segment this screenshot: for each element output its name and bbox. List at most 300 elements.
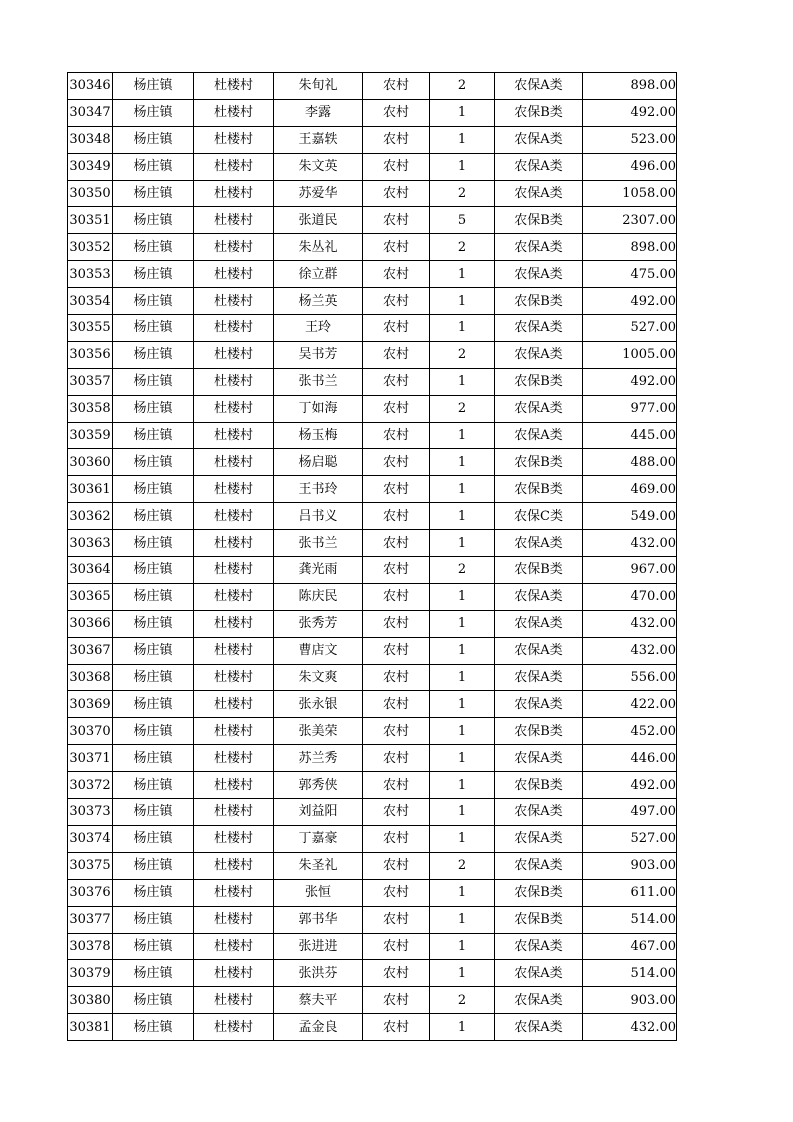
household-count-cell: 1 [430, 449, 495, 476]
insurance-category-cell: 农保A类 [495, 664, 583, 691]
household-count-cell: 1 [430, 315, 495, 342]
village-cell: 杜楼村 [194, 207, 274, 234]
village-cell: 杜楼村 [194, 341, 274, 368]
town-cell: 杨庄镇 [113, 341, 194, 368]
insurance-category-cell: 农保B类 [495, 906, 583, 933]
insurance-category-cell: 农保A类 [495, 422, 583, 449]
insurance-category-cell: 农保A类 [495, 73, 583, 100]
town-cell: 杨庄镇 [113, 906, 194, 933]
insurance-category-cell: 农保A类 [495, 825, 583, 852]
household-count-cell: 1 [430, 799, 495, 826]
village-cell: 杜楼村 [194, 234, 274, 261]
household-count-cell: 1 [430, 960, 495, 987]
insurance-category-cell: 农保A类 [495, 341, 583, 368]
name-cell: 朱圣礼 [274, 852, 363, 879]
row-id-cell: 30358 [68, 395, 113, 422]
area-type-cell: 农村 [363, 395, 430, 422]
area-type-cell: 农村 [363, 987, 430, 1014]
row-id-cell: 30381 [68, 1014, 113, 1041]
village-cell: 杜楼村 [194, 126, 274, 153]
insurance-category-cell: 农保A类 [495, 799, 583, 826]
town-cell: 杨庄镇 [113, 583, 194, 610]
row-id-cell: 30352 [68, 234, 113, 261]
village-cell: 杜楼村 [194, 825, 274, 852]
insurance-category-cell: 农保B类 [495, 449, 583, 476]
insurance-category-cell: 农保A类 [495, 637, 583, 664]
household-count-cell: 1 [430, 718, 495, 745]
table-row [68, 207, 677, 234]
area-type-cell: 农村 [363, 503, 430, 530]
household-count-cell: 1 [430, 825, 495, 852]
area-type-cell: 农村 [363, 825, 430, 852]
name-cell: 吕书义 [274, 503, 363, 530]
row-id-cell: 30364 [68, 557, 113, 584]
area-type-cell: 农村 [363, 745, 430, 772]
table-row [68, 422, 677, 449]
row-id-cell: 30353 [68, 261, 113, 288]
row-id-cell: 30347 [68, 99, 113, 126]
table-row [68, 852, 677, 879]
town-cell: 杨庄镇 [113, 395, 194, 422]
town-cell: 杨庄镇 [113, 772, 194, 799]
table-row [68, 557, 677, 584]
town-cell: 杨庄镇 [113, 288, 194, 315]
village-cell: 杜楼村 [194, 799, 274, 826]
amount-cell: 527.00 [583, 825, 677, 852]
table-row [68, 315, 677, 342]
area-type-cell: 农村 [363, 341, 430, 368]
table-row [68, 583, 677, 610]
town-cell: 杨庄镇 [113, 449, 194, 476]
area-type-cell: 农村 [363, 772, 430, 799]
name-cell: 朱丛礼 [274, 234, 363, 261]
village-cell: 杜楼村 [194, 745, 274, 772]
table-row [68, 987, 677, 1014]
town-cell: 杨庄镇 [113, 207, 194, 234]
area-type-cell: 农村 [363, 449, 430, 476]
village-cell: 杜楼村 [194, 73, 274, 100]
table-row [68, 449, 677, 476]
village-cell: 杜楼村 [194, 422, 274, 449]
area-type-cell: 农村 [363, 852, 430, 879]
household-count-cell: 1 [430, 288, 495, 315]
name-cell: 张道民 [274, 207, 363, 234]
row-id-cell: 30365 [68, 583, 113, 610]
household-count-cell: 1 [430, 476, 495, 503]
village-cell: 杜楼村 [194, 960, 274, 987]
amount-cell: 446.00 [583, 745, 677, 772]
town-cell: 杨庄镇 [113, 315, 194, 342]
table-row [68, 341, 677, 368]
name-cell: 朱文爽 [274, 664, 363, 691]
table-row [68, 530, 677, 557]
name-cell: 苏兰秀 [274, 745, 363, 772]
amount-cell: 432.00 [583, 530, 677, 557]
amount-cell: 445.00 [583, 422, 677, 449]
village-cell: 杜楼村 [194, 933, 274, 960]
area-type-cell: 农村 [363, 422, 430, 449]
table-row [68, 503, 677, 530]
village-cell: 杜楼村 [194, 99, 274, 126]
insurance-category-cell: 农保A类 [495, 395, 583, 422]
row-id-cell: 30359 [68, 422, 113, 449]
name-cell: 吴书芳 [274, 341, 363, 368]
amount-cell: 432.00 [583, 637, 677, 664]
name-cell: 刘益阳 [274, 799, 363, 826]
row-id-cell: 30363 [68, 530, 113, 557]
town-cell: 杨庄镇 [113, 73, 194, 100]
table-row [68, 368, 677, 395]
household-count-cell: 1 [430, 153, 495, 180]
insurance-category-cell: 农保A类 [495, 1014, 583, 1041]
table-row [68, 906, 677, 933]
area-type-cell: 农村 [363, 288, 430, 315]
household-count-cell: 1 [430, 422, 495, 449]
amount-cell: 432.00 [583, 1014, 677, 1041]
household-count-cell: 1 [430, 368, 495, 395]
household-count-cell: 2 [430, 73, 495, 100]
area-type-cell: 农村 [363, 718, 430, 745]
village-cell: 杜楼村 [194, 557, 274, 584]
insurance-category-cell: 农保A类 [495, 234, 583, 261]
row-id-cell: 30349 [68, 153, 113, 180]
name-cell: 徐立群 [274, 261, 363, 288]
row-id-cell: 30376 [68, 879, 113, 906]
household-count-cell: 1 [430, 906, 495, 933]
table-row [68, 879, 677, 906]
row-id-cell: 30374 [68, 825, 113, 852]
name-cell: 杨启聪 [274, 449, 363, 476]
town-cell: 杨庄镇 [113, 799, 194, 826]
town-cell: 杨庄镇 [113, 718, 194, 745]
amount-cell: 452.00 [583, 718, 677, 745]
table-row [68, 180, 677, 207]
insurance-category-cell: 农保A类 [495, 583, 583, 610]
row-id-cell: 30361 [68, 476, 113, 503]
amount-cell: 523.00 [583, 126, 677, 153]
roster-table [67, 72, 677, 1041]
row-id-cell: 30351 [68, 207, 113, 234]
insurance-category-cell: 农保A类 [495, 530, 583, 557]
insurance-category-cell: 农保A类 [495, 261, 583, 288]
household-count-cell: 5 [430, 207, 495, 234]
area-type-cell: 农村 [363, 637, 430, 664]
town-cell: 杨庄镇 [113, 153, 194, 180]
amount-cell: 967.00 [583, 557, 677, 584]
amount-cell: 492.00 [583, 99, 677, 126]
insurance-category-cell: 农保B类 [495, 879, 583, 906]
row-id-cell: 30377 [68, 906, 113, 933]
household-count-cell: 2 [430, 180, 495, 207]
village-cell: 杜楼村 [194, 261, 274, 288]
village-cell: 杜楼村 [194, 906, 274, 933]
row-id-cell: 30350 [68, 180, 113, 207]
village-cell: 杜楼村 [194, 987, 274, 1014]
household-count-cell: 2 [430, 557, 495, 584]
name-cell: 孟金良 [274, 1014, 363, 1041]
name-cell: 张秀芳 [274, 610, 363, 637]
amount-cell: 497.00 [583, 799, 677, 826]
area-type-cell: 农村 [363, 583, 430, 610]
table-row [68, 126, 677, 153]
insurance-category-cell: 农保A类 [495, 610, 583, 637]
row-id-cell: 30373 [68, 799, 113, 826]
amount-cell: 492.00 [583, 368, 677, 395]
insurance-category-cell: 农保B类 [495, 718, 583, 745]
name-cell: 张永银 [274, 691, 363, 718]
name-cell: 丁嘉豪 [274, 825, 363, 852]
town-cell: 杨庄镇 [113, 261, 194, 288]
area-type-cell: 农村 [363, 180, 430, 207]
row-id-cell: 30354 [68, 288, 113, 315]
row-id-cell: 30368 [68, 664, 113, 691]
amount-cell: 1005.00 [583, 341, 677, 368]
table-row [68, 153, 677, 180]
town-cell: 杨庄镇 [113, 960, 194, 987]
village-cell: 杜楼村 [194, 637, 274, 664]
row-id-cell: 30362 [68, 503, 113, 530]
amount-cell: 903.00 [583, 852, 677, 879]
village-cell: 杜楼村 [194, 503, 274, 530]
area-type-cell: 农村 [363, 610, 430, 637]
area-type-cell: 农村 [363, 315, 430, 342]
town-cell: 杨庄镇 [113, 476, 194, 503]
village-cell: 杜楼村 [194, 180, 274, 207]
insurance-category-cell: 农保A类 [495, 315, 583, 342]
name-cell: 陈庆民 [274, 583, 363, 610]
household-count-cell: 1 [430, 879, 495, 906]
insurance-category-cell: 农保B类 [495, 288, 583, 315]
name-cell: 王书玲 [274, 476, 363, 503]
village-cell: 杜楼村 [194, 852, 274, 879]
row-id-cell: 30369 [68, 691, 113, 718]
area-type-cell: 农村 [363, 99, 430, 126]
area-type-cell: 农村 [363, 368, 430, 395]
table-row [68, 610, 677, 637]
area-type-cell: 农村 [363, 906, 430, 933]
household-count-cell: 1 [430, 637, 495, 664]
town-cell: 杨庄镇 [113, 852, 194, 879]
household-count-cell: 2 [430, 852, 495, 879]
area-type-cell: 农村 [363, 1014, 430, 1041]
household-count-cell: 1 [430, 691, 495, 718]
insurance-category-cell: 农保B类 [495, 207, 583, 234]
amount-cell: 492.00 [583, 288, 677, 315]
town-cell: 杨庄镇 [113, 987, 194, 1014]
row-id-cell: 30380 [68, 987, 113, 1014]
insurance-category-cell: 农保A类 [495, 933, 583, 960]
row-id-cell: 30379 [68, 960, 113, 987]
name-cell: 朱文英 [274, 153, 363, 180]
area-type-cell: 农村 [363, 879, 430, 906]
area-type-cell: 农村 [363, 234, 430, 261]
amount-cell: 496.00 [583, 153, 677, 180]
amount-cell: 467.00 [583, 933, 677, 960]
area-type-cell: 农村 [363, 933, 430, 960]
amount-cell: 549.00 [583, 503, 677, 530]
table-row [68, 745, 677, 772]
amount-cell: 2307.00 [583, 207, 677, 234]
name-cell: 张恒 [274, 879, 363, 906]
amount-cell: 469.00 [583, 476, 677, 503]
area-type-cell: 农村 [363, 557, 430, 584]
amount-cell: 422.00 [583, 691, 677, 718]
town-cell: 杨庄镇 [113, 234, 194, 261]
name-cell: 杨兰英 [274, 288, 363, 315]
insurance-category-cell: 农保C类 [495, 503, 583, 530]
village-cell: 杜楼村 [194, 772, 274, 799]
town-cell: 杨庄镇 [113, 691, 194, 718]
area-type-cell: 农村 [363, 261, 430, 288]
name-cell: 蔡夫平 [274, 987, 363, 1014]
household-count-cell: 2 [430, 234, 495, 261]
row-id-cell: 30346 [68, 73, 113, 100]
row-id-cell: 30348 [68, 126, 113, 153]
amount-cell: 977.00 [583, 395, 677, 422]
household-count-cell: 1 [430, 933, 495, 960]
town-cell: 杨庄镇 [113, 99, 194, 126]
village-cell: 杜楼村 [194, 1014, 274, 1041]
amount-cell: 527.00 [583, 315, 677, 342]
town-cell: 杨庄镇 [113, 530, 194, 557]
area-type-cell: 农村 [363, 664, 430, 691]
town-cell: 杨庄镇 [113, 745, 194, 772]
row-id-cell: 30372 [68, 772, 113, 799]
name-cell: 龚光雨 [274, 557, 363, 584]
insurance-category-cell: 农保A类 [495, 852, 583, 879]
village-cell: 杜楼村 [194, 879, 274, 906]
village-cell: 杜楼村 [194, 368, 274, 395]
insurance-category-cell: 农保A类 [495, 126, 583, 153]
row-id-cell: 30375 [68, 852, 113, 879]
area-type-cell: 农村 [363, 530, 430, 557]
name-cell: 郭秀侠 [274, 772, 363, 799]
row-id-cell: 30367 [68, 637, 113, 664]
household-count-cell: 1 [430, 664, 495, 691]
name-cell: 李露 [274, 99, 363, 126]
row-id-cell: 30360 [68, 449, 113, 476]
town-cell: 杨庄镇 [113, 1014, 194, 1041]
name-cell: 曹店文 [274, 637, 363, 664]
amount-cell: 475.00 [583, 261, 677, 288]
table-row [68, 799, 677, 826]
town-cell: 杨庄镇 [113, 180, 194, 207]
household-count-cell: 2 [430, 341, 495, 368]
name-cell: 张进进 [274, 933, 363, 960]
town-cell: 杨庄镇 [113, 664, 194, 691]
household-count-cell: 1 [430, 99, 495, 126]
town-cell: 杨庄镇 [113, 933, 194, 960]
insurance-category-cell: 农保A类 [495, 960, 583, 987]
name-cell: 王嘉轶 [274, 126, 363, 153]
town-cell: 杨庄镇 [113, 422, 194, 449]
amount-cell: 1058.00 [583, 180, 677, 207]
roster-body [68, 73, 677, 1041]
household-count-cell: 1 [430, 583, 495, 610]
household-count-cell: 2 [430, 987, 495, 1014]
table-row [68, 261, 677, 288]
village-cell: 杜楼村 [194, 530, 274, 557]
village-cell: 杜楼村 [194, 691, 274, 718]
table-row [68, 1014, 677, 1041]
household-count-cell: 1 [430, 772, 495, 799]
town-cell: 杨庄镇 [113, 637, 194, 664]
amount-cell: 514.00 [583, 906, 677, 933]
name-cell: 杨玉梅 [274, 422, 363, 449]
insurance-category-cell: 农保A类 [495, 987, 583, 1014]
amount-cell: 432.00 [583, 610, 677, 637]
insurance-category-cell: 农保A类 [495, 745, 583, 772]
town-cell: 杨庄镇 [113, 557, 194, 584]
insurance-category-cell: 农保B类 [495, 772, 583, 799]
row-id-cell: 30356 [68, 341, 113, 368]
table-row [68, 395, 677, 422]
amount-cell: 470.00 [583, 583, 677, 610]
household-count-cell: 1 [430, 610, 495, 637]
household-count-cell: 1 [430, 126, 495, 153]
village-cell: 杜楼村 [194, 718, 274, 745]
town-cell: 杨庄镇 [113, 368, 194, 395]
table-row [68, 691, 677, 718]
table-row [68, 476, 677, 503]
household-count-cell: 1 [430, 745, 495, 772]
town-cell: 杨庄镇 [113, 610, 194, 637]
table-row [68, 772, 677, 799]
village-cell: 杜楼村 [194, 153, 274, 180]
table-row [68, 960, 677, 987]
name-cell: 王玲 [274, 315, 363, 342]
insurance-category-cell: 农保A类 [495, 180, 583, 207]
table-row [68, 718, 677, 745]
area-type-cell: 农村 [363, 691, 430, 718]
row-id-cell: 30370 [68, 718, 113, 745]
town-cell: 杨庄镇 [113, 879, 194, 906]
table-row [68, 73, 677, 100]
area-type-cell: 农村 [363, 126, 430, 153]
insurance-category-cell: 农保B类 [495, 557, 583, 584]
household-count-cell: 1 [430, 261, 495, 288]
name-cell: 丁如海 [274, 395, 363, 422]
village-cell: 杜楼村 [194, 476, 274, 503]
amount-cell: 903.00 [583, 987, 677, 1014]
row-id-cell: 30366 [68, 610, 113, 637]
insurance-category-cell: 农保A类 [495, 153, 583, 180]
household-count-cell: 2 [430, 395, 495, 422]
row-id-cell: 30371 [68, 745, 113, 772]
town-cell: 杨庄镇 [113, 825, 194, 852]
insurance-category-cell: 农保B类 [495, 368, 583, 395]
name-cell: 苏爱华 [274, 180, 363, 207]
table-row [68, 288, 677, 315]
area-type-cell: 农村 [363, 960, 430, 987]
village-cell: 杜楼村 [194, 395, 274, 422]
name-cell: 郭书华 [274, 906, 363, 933]
amount-cell: 556.00 [583, 664, 677, 691]
table-row [68, 664, 677, 691]
area-type-cell: 农村 [363, 73, 430, 100]
village-cell: 杜楼村 [194, 583, 274, 610]
amount-cell: 488.00 [583, 449, 677, 476]
town-cell: 杨庄镇 [113, 126, 194, 153]
area-type-cell: 农村 [363, 476, 430, 503]
insurance-category-cell: 农保A类 [495, 691, 583, 718]
area-type-cell: 农村 [363, 153, 430, 180]
name-cell: 朱旬礼 [274, 73, 363, 100]
name-cell: 张洪芬 [274, 960, 363, 987]
village-cell: 杜楼村 [194, 288, 274, 315]
amount-cell: 611.00 [583, 879, 677, 906]
amount-cell: 898.00 [583, 73, 677, 100]
